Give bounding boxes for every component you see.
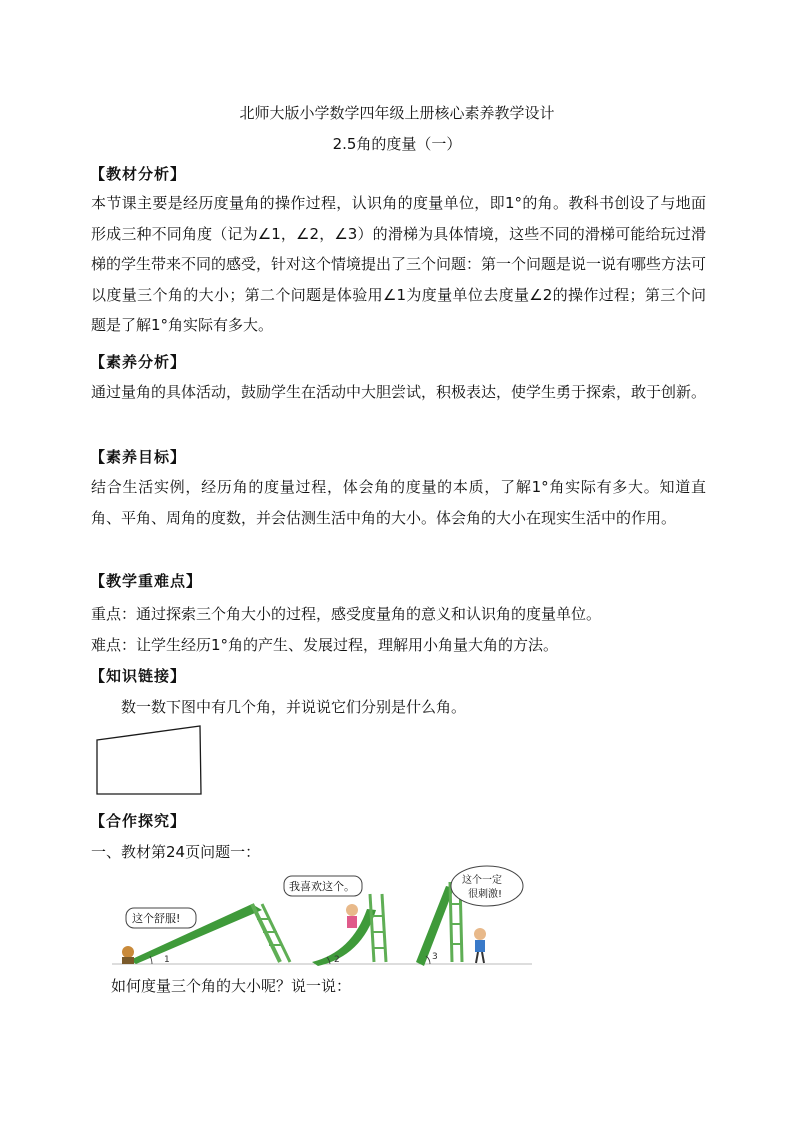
speech-bubble-three: [451, 866, 523, 906]
speech-bubble-three-line2: 很刺激!: [468, 889, 503, 900]
angle-one-label: 1: [164, 955, 170, 965]
explore-item-one: 一、教材第24页问题一：: [91, 843, 261, 861]
speech-bubble-one-text: 这个舒服!: [132, 912, 181, 925]
angle-three-label: 3: [432, 952, 438, 962]
slide-two-ladder-rail: [370, 894, 374, 962]
quadrilateral-figure: [95, 724, 205, 798]
speech-bubble-two-text: 我喜欢这个。: [289, 880, 355, 893]
textbook-analysis-paragraph: 本节课主要是经历度量角的操作过程，认识角的度量单位，即1°的角。教科书创设了与地面形成三种不同角度（记为∠1，∠2，∠3）的滑梯为具体情境，这些不同的滑梯可能给玩过滑梯的学生带来不同的感受，针对这个情境提出了三个问题：第一个问题是说一说有哪些方法可以度量三个角的大小；第二个问题是体验用∠1为度量单位去度量∠2的操作过程；第三个问题是了解1°角实际有多大。: [91, 194, 707, 335]
literacy-goals-paragraph: 结合生活实例，经历角的度量过程，体会角的度量的本质，了解1°角实际有多大。知道直角、平角、周角的度数，并会估测生活中角的大小。体会角的大小在现实生活中的作用。: [91, 478, 706, 527]
quadrilateral-shape: [97, 726, 201, 794]
angle-two-label: 2: [334, 955, 340, 965]
key-point-line: 重点：通过探索三个角大小的过程，感受度量角的意义和认识角的度量单位。: [91, 605, 602, 623]
slide-three: [416, 866, 523, 966]
explore-question: 如何度量三个角的大小呢？说一说：: [111, 977, 352, 995]
heading-key-difficult-points: 【教学重难点】: [90, 572, 203, 590]
document-title: 北师大版小学数学四年级上册核心素养教学设计: [239, 104, 555, 122]
child-three-body: [475, 940, 485, 952]
heading-literacy-goals: 【素养目标】: [90, 448, 187, 466]
literacy-analysis-paragraph: 通过量角的具体活动，鼓励学生在活动中大胆尝试，积极表达，使学生勇于探索，敢于创新。: [91, 383, 707, 401]
child-one-body: [122, 957, 134, 964]
heading-literacy-analysis: 【素养分析】: [90, 353, 187, 371]
child-three-figure: [474, 928, 486, 940]
child-three-leg: [476, 952, 478, 963]
child-one-figure: [122, 946, 134, 958]
slide-two-ladder-rail-back: [382, 894, 386, 962]
lesson-title: 2.5角的度量（一）: [332, 135, 462, 153]
heading-knowledge-link: 【知识链接】: [90, 667, 187, 685]
heading-cooperative-exploration: 【合作探究】: [90, 812, 187, 830]
slide-two-surface: [312, 909, 376, 966]
child-three-leg: [482, 952, 484, 963]
slide-one: [122, 904, 290, 965]
slide-two: [284, 876, 386, 966]
speech-bubble-three-line1: 这个一定: [462, 875, 502, 886]
difficult-point-line: 难点：让学生经历1°角的产生、发展过程，理解用小角量大角的方法。: [91, 636, 559, 654]
child-two-figure: [346, 904, 358, 916]
knowledge-link-prompt: 数一数下图中有几个角，并说说它们分别是什么角。: [121, 698, 467, 716]
child-two-body: [347, 916, 357, 928]
slides-illustration: [112, 864, 532, 969]
heading-textbook-analysis: 【教材分析】: [90, 165, 187, 183]
slide-three-ladder-rail: [450, 882, 452, 962]
